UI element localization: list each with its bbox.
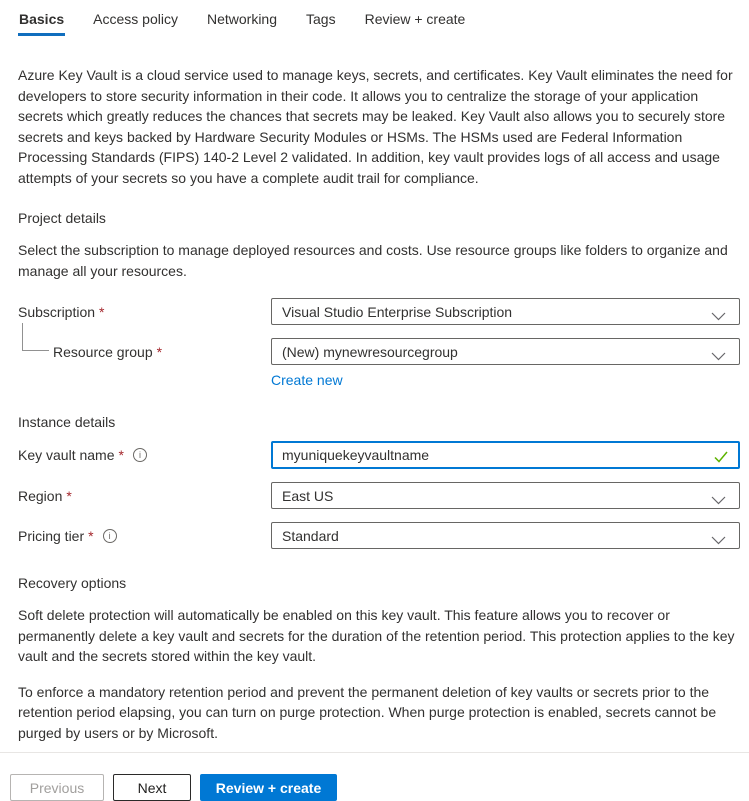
pricing-tier-dropdown[interactable] <box>271 522 740 549</box>
review-create-button[interactable]: Review + create <box>200 774 337 801</box>
create-new-row <box>18 365 740 388</box>
subscription-label-text: Subscription <box>18 303 96 320</box>
resource-group-label <box>18 344 271 360</box>
pricing-tier-label-text: Pricing tier <box>18 527 85 544</box>
project-details-description: Select the subscription to manage deployed resources and costs. Use resource groups like folders to organize and manage all your resources. <box>18 242 728 279</box>
create-new-link[interactable]: Create new <box>271 372 343 388</box>
key-vault-name-input[interactable] <box>273 443 738 467</box>
footer-divider <box>0 752 749 753</box>
chevron-down-icon <box>711 308 726 324</box>
subscription-row <box>18 298 740 325</box>
key-vault-name-label-text: Key vault name <box>18 447 115 463</box>
info-icon[interactable] <box>103 529 117 543</box>
project-details-heading: Project details <box>18 210 106 226</box>
tab-networking[interactable]: Networking <box>206 11 277 27</box>
key-vault-name-textbox <box>271 441 740 469</box>
tab-review-create[interactable]: Review + create <box>364 11 466 27</box>
resource-group-row <box>18 338 740 365</box>
chevron-down-icon <box>711 532 726 548</box>
previous-button[interactable]: Previous <box>10 774 104 801</box>
tab-strip <box>18 0 740 36</box>
required-asterisk: * <box>66 487 72 504</box>
chevron-down-icon <box>711 492 726 508</box>
chevron-down-icon <box>711 348 726 364</box>
parent-child-connector-line <box>22 323 49 351</box>
pricing-tier-dropdown-value: Standard <box>282 527 339 544</box>
required-asterisk: * <box>88 527 94 544</box>
resource-group-dropdown-value: (New) mynewresourcegroup <box>282 343 458 360</box>
key-vault-name-row <box>18 441 740 469</box>
tab-tags[interactable]: Tags <box>306 11 336 27</box>
info-icon[interactable] <box>133 448 147 462</box>
region-label-text: Region <box>18 487 63 504</box>
required-asterisk: * <box>118 447 124 463</box>
resource-group-label-text: Resource group <box>53 343 153 360</box>
instance-details-heading: Instance details <box>18 414 116 430</box>
next-button[interactable]: Next <box>113 774 191 801</box>
key-vault-name-label <box>18 447 271 463</box>
subscription-dropdown-value: Visual Studio Enterprise Subscription <box>282 303 513 320</box>
tab-basics[interactable]: Basics <box>18 9 65 36</box>
service-description-text: Azure Key Vault is a cloud service used to manage keys, secrets, and certificates. Key Vault eliminates the need for developers to store security information in their code. It allows you to centralize the storage of your application secrets which greatly reduces the chances that secrets may be leaked. Key Vault also allows you to securely store secrets and keys backed by Hardware Security Modules or HSMs. The HSMs used are Federal Information Processing Standards (FIPS) 140-2 Level 2 validated. In addition, key vault provides logs of all access and usage attempts of your secrets so you have a complete audit trail for compliance. <box>18 67 733 186</box>
region-label <box>18 488 271 504</box>
validation-check-icon <box>714 450 728 466</box>
region-dropdown-value: East US <box>282 487 334 504</box>
footer-button-bar <box>18 774 740 801</box>
pricing-tier-label <box>18 528 271 544</box>
subscription-dropdown[interactable] <box>271 298 740 325</box>
tab-access-policy[interactable]: Access policy <box>93 11 178 27</box>
region-row <box>18 482 740 509</box>
required-asterisk: * <box>156 343 163 360</box>
required-asterisk: * <box>99 303 105 320</box>
resource-group-dropdown[interactable] <box>271 338 740 365</box>
pricing-tier-row <box>18 522 740 549</box>
soft-delete-description: Soft delete protection will automatically be enabled on this key vault. This feature allows you to recover or permanently delete a key vault and secrets for the duration of the retention period. This protection applies to the key vault and the secrets stored within the key vault. <box>18 607 735 664</box>
recovery-options-heading: Recovery options <box>18 575 127 591</box>
region-dropdown[interactable] <box>271 482 740 509</box>
subscription-label <box>18 304 271 320</box>
purge-protection-description: To enforce a mandatory retention period and prevent the permanent deletion of key vaults or secrets prior to the retention period elapsing, you can turn on purge protection. When purge protection is enabled, secrets cannot be purged by users or by Microsoft. <box>18 683 717 741</box>
